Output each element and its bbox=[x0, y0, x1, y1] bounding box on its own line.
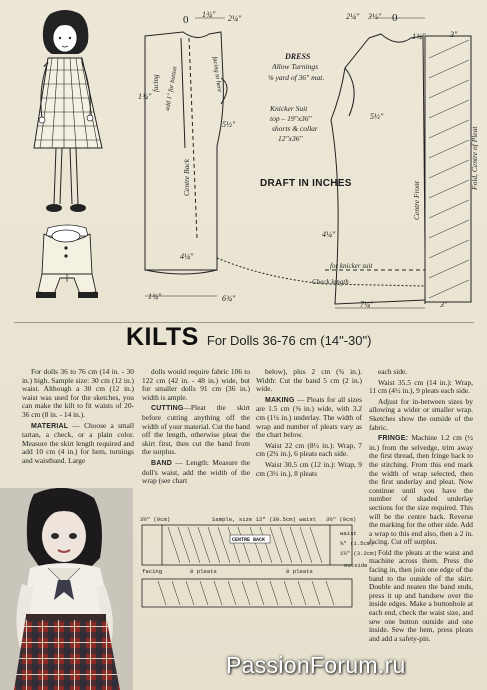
dim-label: 1¾" bbox=[148, 292, 162, 301]
dim-label: 3" bbox=[450, 30, 458, 39]
knicker-suit-detail-sketch bbox=[28, 222, 138, 306]
fold-label: Fold, Centre of Pleat bbox=[470, 126, 479, 190]
paragraph-text: Waist 22 cm (8½ in.): Wrap, 7 cm (2¾ in.), 6 pleats each side. bbox=[256, 440, 362, 459]
for-knicker-suit-label: for knicker suit bbox=[330, 262, 373, 270]
paragraph-text: below), plus 2 cm (¾ in.). Width: Cut the band 5 cm (2 in.) wide. bbox=[256, 367, 362, 394]
paragraph-lead: CUTTING bbox=[151, 405, 184, 413]
article-paragraph bbox=[369, 368, 473, 377]
article-paragraph bbox=[142, 404, 250, 457]
dim-label: 2¼" bbox=[346, 12, 360, 21]
doll-kilt-photo bbox=[0, 488, 133, 690]
dim-label: 1¾" bbox=[138, 92, 152, 101]
check-length-label: Check length bbox=[312, 278, 349, 286]
draft-in-inches-label: DRAFT IN INCHES bbox=[260, 178, 352, 189]
article-heading bbox=[126, 323, 371, 352]
paragraph-text: Waist 35.5 cm (14 in.): Wrap, 11 cm (4½ in.), 9 pleats each side. bbox=[369, 377, 473, 396]
dress-pattern-section bbox=[0, 0, 487, 318]
allow-turnings-label: Allow Turnings bbox=[272, 62, 319, 71]
paragraph-lead: FRINGE: bbox=[378, 435, 409, 443]
wrap-dimension-right: 3½" (9cm) bbox=[326, 516, 357, 523]
knicker-suit-label: Knicker Suit bbox=[270, 104, 308, 113]
paragraph-lead: BAND bbox=[151, 459, 173, 467]
knicker-top-label: top – 19"x36" bbox=[270, 114, 312, 123]
paragraph-text: — Pleats for all sizes are 1.5 cm (⅝ in.) wide, with 3.2 cm (1¼ in.) underlay. The width of wrap and number of pleats vary as the chart below. bbox=[256, 394, 362, 440]
dim-label: 1¾" bbox=[412, 32, 426, 41]
paragraph-text: Fold the pleats at the waist and machine across them. Press the facing in, then join one edge of the band to the outside of the skirt. Double and neaten the band ends, press it up and handsew over the inside edges. Make a buttonhole at each end, check the waist size, and sew one button outside and one inside. Sew the hem, press pleats and add a safety-pin. bbox=[369, 547, 473, 643]
dim-label: 2¼" bbox=[228, 14, 242, 23]
dim-label: 0 bbox=[392, 12, 398, 24]
article-paragraph bbox=[142, 459, 250, 486]
dim-label: 1¾" bbox=[202, 10, 216, 19]
dim-label: 4¼" bbox=[322, 230, 336, 239]
paragraph-text: each side. bbox=[378, 367, 408, 376]
paragraph-text: — Length: Measure the doll's waist, add the width of the wrap (see chart bbox=[142, 457, 250, 486]
centre-back-label: Centre Back bbox=[182, 159, 191, 196]
article-paragraph bbox=[369, 398, 473, 432]
add-button-label: add 1" for button bbox=[164, 65, 179, 112]
doll-dress-sketch bbox=[8, 8, 120, 223]
site-watermark: PassionForum.ru bbox=[226, 652, 406, 678]
dim-label: 3½" bbox=[368, 12, 382, 21]
article-paragraph bbox=[256, 396, 362, 440]
text-column-3 bbox=[256, 368, 362, 480]
wrap-dimension-left: 3½" (9cm) bbox=[140, 516, 171, 523]
text-column-2 bbox=[142, 368, 250, 488]
article-paragraph bbox=[369, 434, 473, 547]
article-paragraph bbox=[256, 368, 362, 394]
dress-label: DRESS bbox=[285, 52, 311, 61]
article-subtitle: For Dolls 36-76 cm (14"-30") bbox=[206, 333, 372, 348]
pleats-left-label: 8 pleats bbox=[190, 568, 217, 575]
paragraph-lead: MATERIAL bbox=[31, 422, 69, 430]
yardage-label: ⅝ yard of 36" mat. bbox=[268, 73, 325, 82]
paragraph-lead: MAKING bbox=[265, 396, 295, 404]
shorts-collar-label: shorts & collar bbox=[272, 124, 318, 133]
dim-label: 6¾" bbox=[222, 294, 236, 303]
waist-label: waist bbox=[340, 530, 357, 537]
paragraph-text: Adjust for in-between sizes by allowing a wider or smaller wrap. Sketches show the outside of the fabric. bbox=[369, 396, 473, 432]
text-column-1 bbox=[22, 368, 134, 468]
article-paragraph bbox=[256, 442, 362, 459]
paragraph-text: dolls would require fabric 106 to 122 cm (42 in. - 48 in.) wide, but for smaller dolls 91 cm (36 in.) width is ample. bbox=[142, 367, 250, 402]
article-paragraph bbox=[142, 368, 250, 402]
text-column-4 bbox=[369, 368, 473, 645]
pleats-right-label: 8 pleats bbox=[286, 568, 313, 575]
article-paragraph bbox=[256, 461, 362, 478]
paragraph-text: For dolls 36 to 76 cm (14 in. - 30 in.) high. Sample size: 30 cm (12 in.) waist. Although a 30 cm (12 in.) waist was used for the sketches, you can make the kilt to fit waists of 20-36 cm (8 in. - 14 in.). bbox=[22, 367, 134, 419]
sample-size-label: Sample, size 12" (30.5cm) waist bbox=[212, 516, 317, 523]
dim-label: 0 bbox=[183, 14, 189, 26]
paragraph-text: Machine 1.2 cm (½ in.) from the selvedge, trim away the first thread, then fringe back to the stitching. From this end mark the width of wrap selected, then the first underlay and pleat. Now continue until you have the number of shaded underlay sections for the size required. This will be the centre back. Reverse the marking for the other side. Add a wrap to this end also, then a 2 in. facing. Cut off surplus. bbox=[369, 433, 473, 547]
underlay-dim: 1¼" (3.2cm) bbox=[340, 550, 377, 557]
centre-front-label: Centre Front bbox=[412, 181, 421, 220]
article-paragraph bbox=[22, 368, 134, 420]
paragraph-text: Waist 30.5 cm (12 in.): Wrap, 9 cm (3½ in.), 8 pleats bbox=[256, 459, 362, 478]
article-paragraph bbox=[22, 422, 134, 466]
article-paragraph bbox=[369, 549, 473, 644]
dim-label: 4¼" bbox=[180, 252, 194, 261]
facing-label: facing bbox=[142, 568, 163, 575]
paragraph-text: —Pleat the skirt before cutting anything off the width of your material. Cut the band off the length, otherwise pleat the skirt first, then cut the band from the surplus. bbox=[142, 403, 250, 457]
dim-label: 5½" bbox=[370, 112, 384, 121]
article-paragraph bbox=[369, 379, 473, 396]
dim-label: 5½" bbox=[222, 120, 236, 129]
pleat-inside-dim: ⅝" (1.5cm) bbox=[340, 540, 374, 547]
outside-label: outside bbox=[344, 562, 368, 569]
dim-label: 7¼" bbox=[360, 300, 374, 309]
article-title: KILTS bbox=[126, 323, 199, 351]
centre-back-mark: CENTRE BACK bbox=[232, 537, 266, 543]
dim-label: 3" bbox=[440, 300, 448, 309]
collar-size-label: 12"x36" bbox=[278, 134, 303, 143]
kilt-pleat-chart bbox=[138, 515, 370, 613]
facing-to-here-label: facing to here bbox=[211, 56, 223, 93]
facing-label: facing bbox=[152, 74, 160, 92]
paragraph-text: — Choose a small tartan, a check, or a plain color. Measure the skirt length required and add 10 cm (4 in.) for hem, turnings and waistband. Large bbox=[22, 420, 134, 465]
